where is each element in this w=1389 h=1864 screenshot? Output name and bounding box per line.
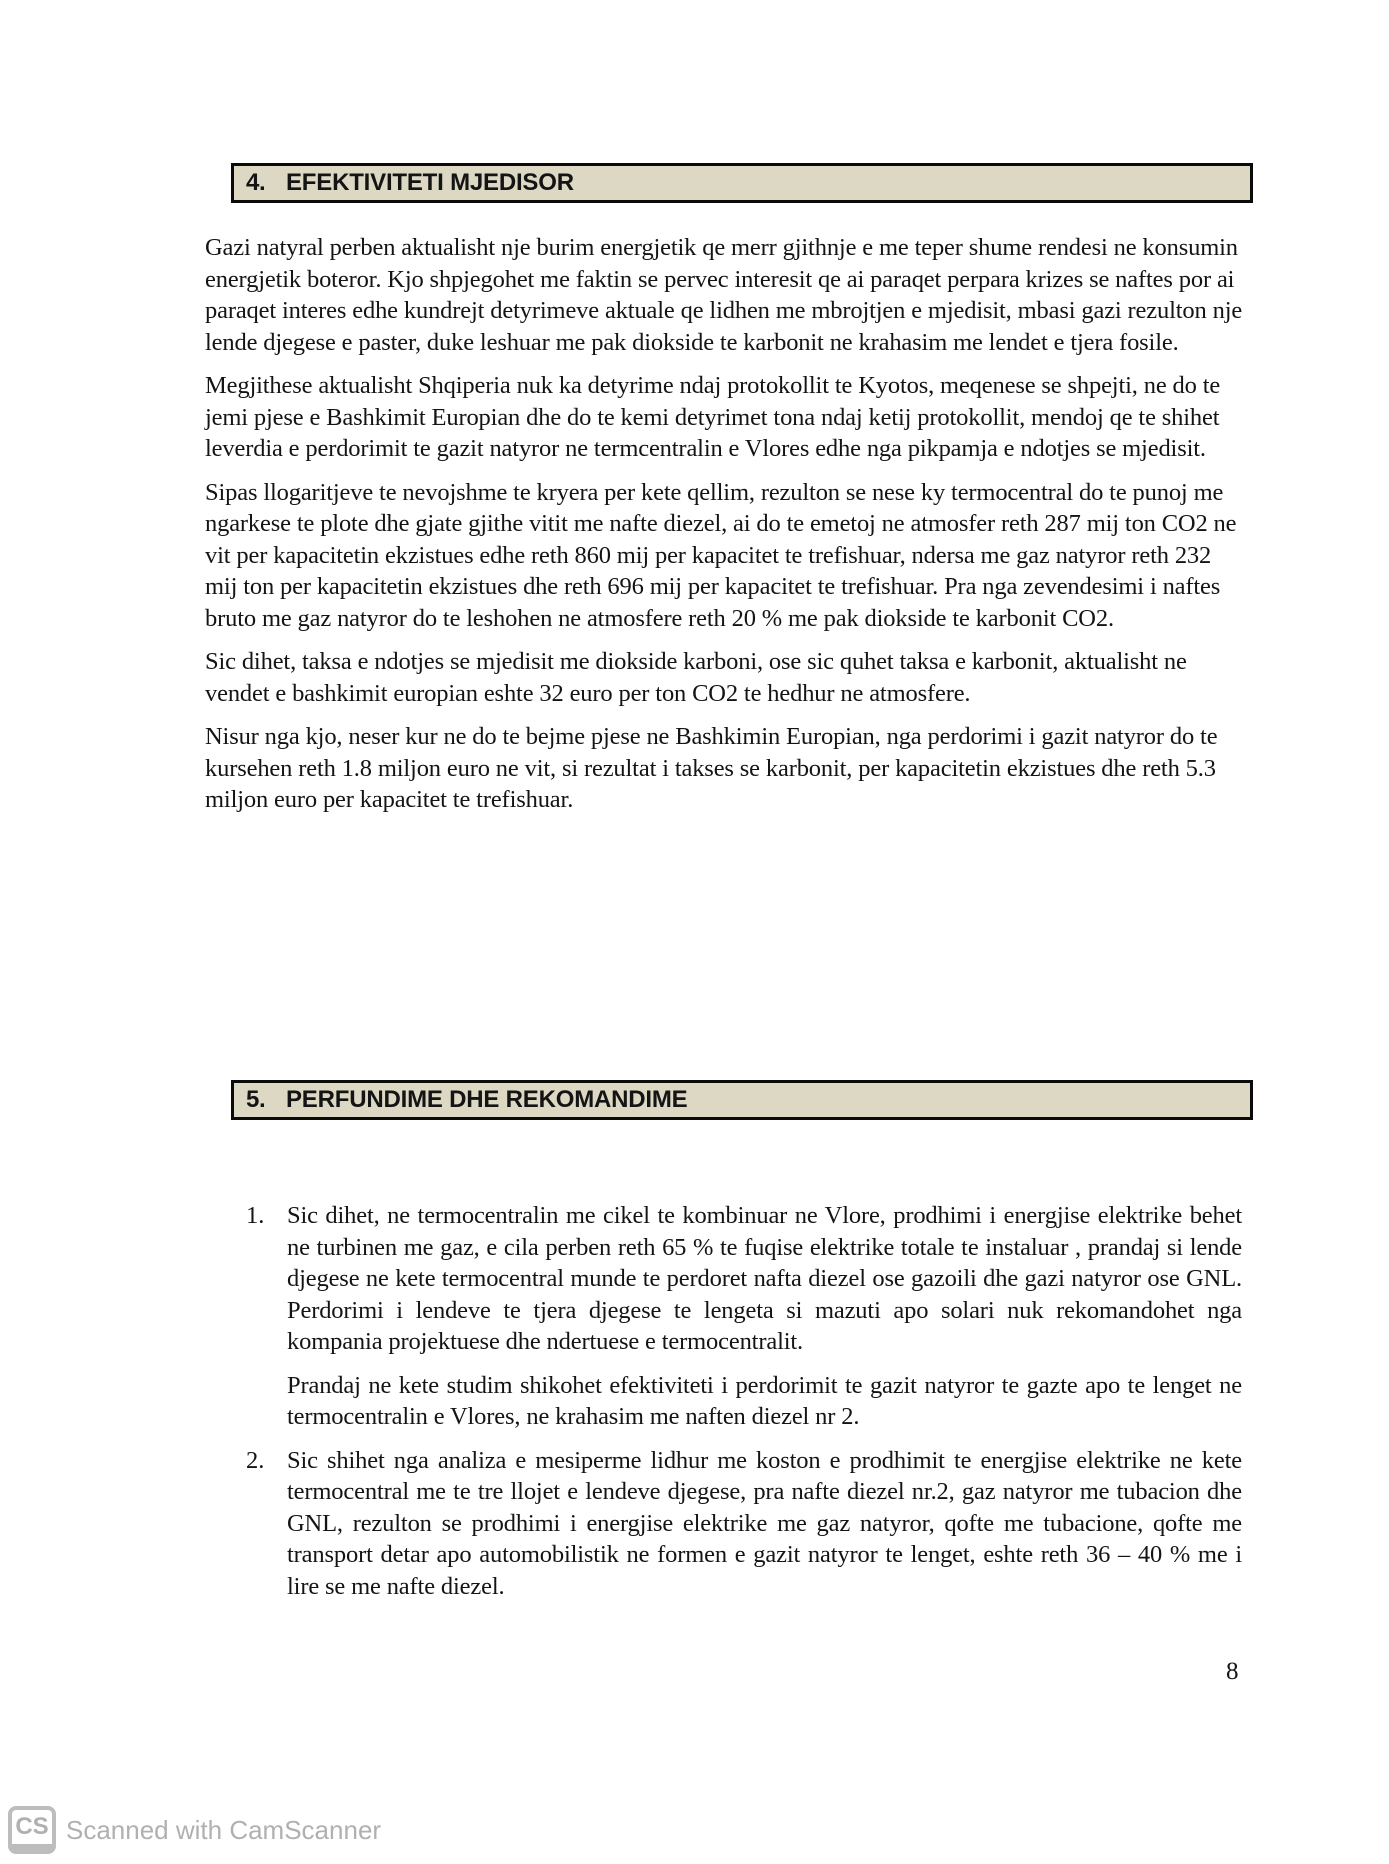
paragraph: Gazi natyral perben aktualisht nje burim energjetik qe merr gjithnje e me teper shume rendesi ne konsumin energjetik boteror. Kjo shpjegohet me faktin se pervec interesit qe ai paraqet perpara krizes se naftes por ai paraqet interes edhe kundrejt detyrimeve aktuale qe lidhen me mbrojtjen e mjedisit, mbasi gazi rezulton nje lende djegese e paster, duke leshuar me pak diokside te karbonit ne krahasim me lendet e tjera fosile.	[205, 234, 1243, 356]
camscanner-logo-icon: CS	[8, 1806, 56, 1854]
section-4-header	[231, 163, 1253, 203]
list-item-paragraph: Sic dihet, ne termocentralin me cikel te kombinuar ne Vlore, prodhimi i energjise elektrike behet ne turbinen me gaz, e cila perben reth 65 % te fuqise elektrike totale te instaluar , prandaj si lende djegese ne kete termocentral munde te perdoret nafta diezel ose gazoili dhe gazi natyror ose GNL. Perdorimi i lendeve te tjera djegese te lengeta si mazuti apo solari nuk rekomandohet nga kompania projektuese dhe ndertuese e termocentralit.	[287, 1202, 1242, 1355]
page-number: 8	[1226, 1658, 1239, 1685]
paragraph: Megjithese aktualisht Shqiperia nuk ka detyrime ndaj protokollit te Kyotos, meqenese se shpejti, ne do te jemi pjese e Bashkimit Europian dhe do te kemi detyrimet tona ndaj ketij protokollit, mendoj qe te shihet leverdia e perdorimit te gazit natyror ne termcentralin e Vlores edhe nga pikpamja e ndotjes se mjedisit.	[205, 372, 1221, 462]
section-5-header	[231, 1080, 1253, 1120]
list-item-paragraph: Prandaj ne kete studim shikohet efektiviteti i perdorimit te gazit natyror te gazte apo te lenget ne termocentralin e Vlores, ne krahasim me naften diezel nr 2.	[287, 1371, 1242, 1430]
camscanner-watermark	[8, 1806, 381, 1854]
list-item	[246, 1445, 1242, 1603]
list-item-number: 2.	[246, 1446, 265, 1474]
paragraph: Sipas llogaritjeve te nevojshme te kryera per kete qellim, rezulton se nese ky termocentral do te punoj me ngarkese te plote dhe gjate gjithe vitit me nafte diezel, ai do te emetoj ne atmosfer reth 287 mij ton CO2 ne vit per kapacitetin ekzistues edhe reth 860 mij per kapacitet te trefishuar, ndersa me gaz natyror reth 232 mij ton per kapacitetin ekzistues dhe reth 696 mij per kapacitet te trefishuar. Pra nga zevendesimi i naftes bruto me gaz natyror do te leshohen ne atmosfere reth 20 % me pak diokside te karbonit CO2.	[205, 478, 1237, 632]
paragraph: Nisur nga kjo, neser kur ne do te bejme pjese ne Bashkimin Europian, nga perdorimi i gazit natyror do te kursehen reth 1.8 miljon euro ne vit, si rezultat i takses se karbonit, per kapacitetin ekzistues dhe reth 5.3 miljon euro per kapacitet te trefishuar.	[205, 723, 1218, 813]
list-item	[246, 1200, 1242, 1433]
paragraph: Sic dihet, taksa e ndotjes se mjedisit me diokside karboni, ose sic quhet taksa e karbonit, aktualisht ne vendet e bashkimit europian eshte 32 euro per ton CO2 te hedhur ne atmosfere.	[205, 648, 1187, 707]
recommendations-list	[246, 1200, 1242, 1614]
section-5-number: 5.	[246, 1086, 266, 1113]
section-4-title: EFEKTIVITETI MJEDISOR	[286, 169, 574, 196]
list-item-number: 1.	[246, 1202, 265, 1229]
section-5-title: PERFUNDIME DHE REKOMANDIME	[286, 1086, 688, 1113]
section-4-body	[205, 232, 1245, 828]
watermark-text: Scanned with CamScanner	[66, 1814, 382, 1845]
list-item-paragraph: Sic shihet nga analiza e mesiperme lidhur me koston e prodhimit te energjise elektrike ne kete termocentral me te tre llojet e lendeve djegese, pra nafte diezel nr.2, gaz natyror me tubacion dhe GNL, rezulton se prodhimi i energjise elektrike me gaz natyror, qofte me tubacione, qofte me transport detar apo automobilistik ne formen e gazit natyror te lenget, eshte reth 36 – 40 % me i lire se me nafte diezel.	[287, 1446, 1242, 1600]
section-4-number: 4.	[246, 169, 266, 196]
